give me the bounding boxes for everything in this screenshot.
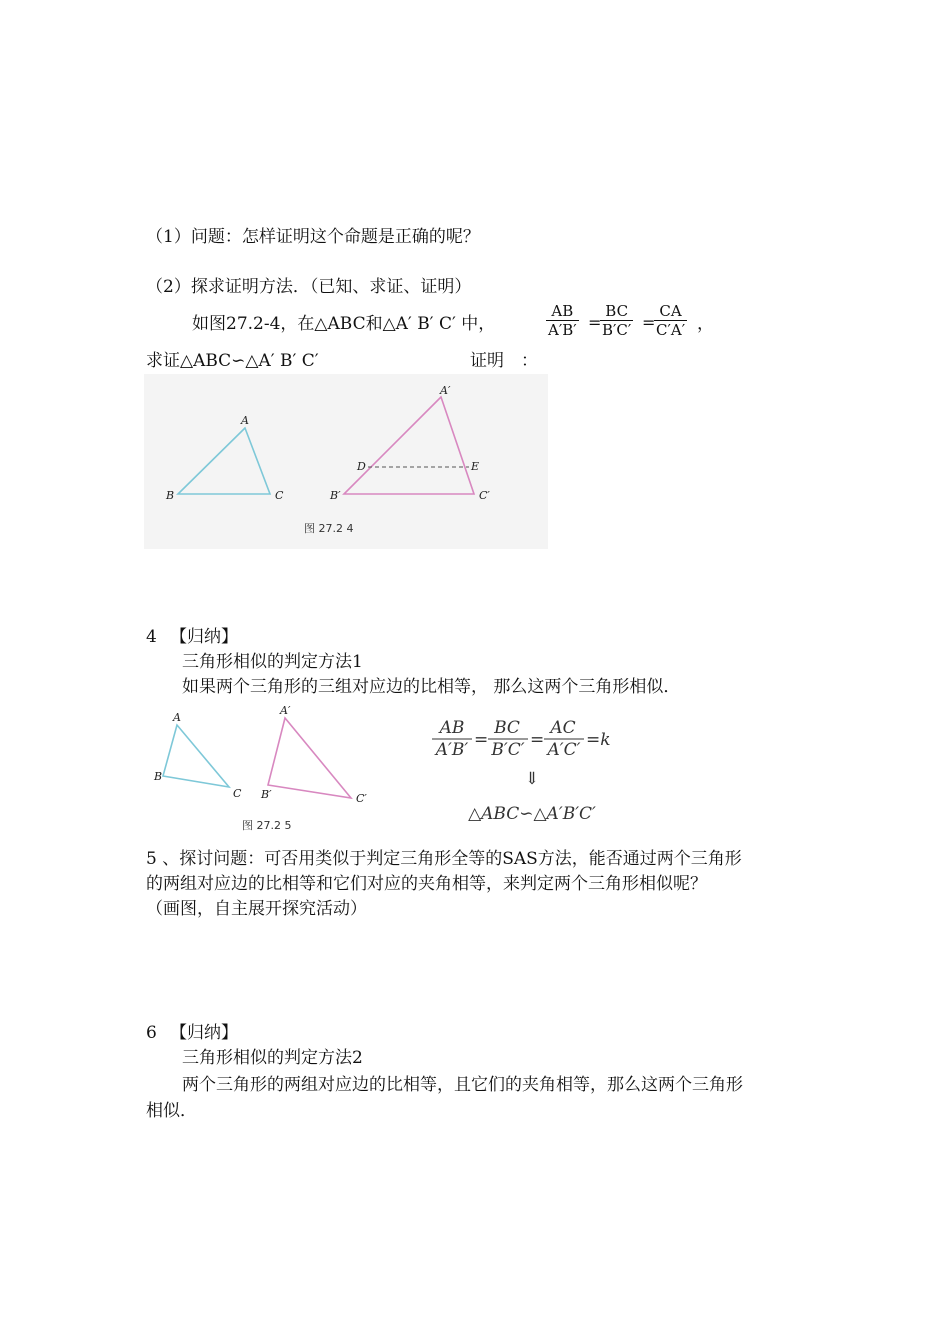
section-4-text: 如果两个三角形的三组对应边的比相等， 那么这两个三角形相似． xyxy=(182,677,681,697)
equals-sign: = xyxy=(530,730,545,750)
formula-denominator-2: B′C′ xyxy=(491,740,525,760)
formula-numerator-3: AC xyxy=(550,718,576,738)
prove-statement: 求证△ABC∽△A′ B′ C′ xyxy=(146,351,319,371)
section-6-number: 6 xyxy=(146,1023,157,1043)
fraction-denominator: B′C′ xyxy=(602,321,632,339)
equals-sign: = xyxy=(588,313,602,332)
fraction-numerator: BC xyxy=(605,302,629,320)
formula-numerator-2: BC xyxy=(494,718,520,738)
section-4-subtitle: 三角形相似的判定方法1 xyxy=(182,652,363,672)
vertex-label-a-prime: A′ xyxy=(280,704,291,717)
formula-denominator-1: A′B′ xyxy=(435,740,469,760)
section-6-line-1: 两个三角形的两组对应边的比相等，且它们的夹角相等，那么这两个三角形 xyxy=(182,1075,743,1095)
question-1: （1）问题：怎样证明这个命题是正确的呢？ xyxy=(146,227,480,247)
vertex-label-b: B xyxy=(154,770,163,783)
fraction-ab xyxy=(546,302,579,339)
fraction-bc xyxy=(600,302,633,339)
triangle-a2b2c2 xyxy=(268,718,351,798)
formula-k: =k xyxy=(586,730,611,750)
vertex-label-b-prime: B′ xyxy=(330,489,341,502)
formula-denominator-3: A′C′ xyxy=(547,740,581,760)
vertex-label-a: A xyxy=(173,711,181,724)
comma: ， xyxy=(697,314,714,334)
fraction-denominator: C′A′ xyxy=(656,321,686,339)
equals-sign: = xyxy=(642,313,656,332)
equals-sign: = xyxy=(474,730,489,750)
point-label-e: E xyxy=(471,460,480,473)
section-5-line-2: 的两组对应边的比相等和它们对应的夹角相等，来判定两个三角形相似呢？ xyxy=(146,874,707,894)
vertex-label-c-prime: C′ xyxy=(356,792,367,805)
section-4-title: 【归纳】 xyxy=(170,627,238,647)
formula-numerator-1: AB xyxy=(439,718,465,738)
vertex-label-c: C xyxy=(275,489,284,502)
section-6-title: 【归纳】 xyxy=(170,1023,238,1043)
section-5-line-1: 5 、探讨问题：可否用类似于判定三角形全等的SAS方法，能否通过两个三角形 xyxy=(146,849,742,869)
vertex-label-b: B xyxy=(166,489,175,502)
proof-label: 证明 ： xyxy=(470,351,538,371)
figure-27-2-4 xyxy=(144,374,548,549)
vertex-label-a-prime: A′ xyxy=(440,384,451,397)
point-label-d: D xyxy=(357,460,366,473)
vertex-label-c-prime: C′ xyxy=(479,489,490,502)
section-6-subtitle: 三角形相似的判定方法2 xyxy=(182,1048,363,1068)
figure-caption: 图 27.2 5 xyxy=(242,819,292,832)
figure-27-2-5 xyxy=(144,700,654,840)
fraction-ca xyxy=(654,302,687,339)
vertex-label-c: C xyxy=(233,787,242,800)
fraction-numerator: CA xyxy=(659,302,682,320)
vertex-label-b-prime: B′ xyxy=(261,788,272,801)
figure-caption: 图 27.2 4 xyxy=(304,522,354,535)
given-statement: 如图27.2-4，在△ABC和△A′ B′ C′ 中， xyxy=(192,314,496,334)
triangle-abc xyxy=(163,725,229,787)
section-4-number: 4 xyxy=(146,627,157,647)
fraction-numerator: AB xyxy=(551,302,574,320)
section-6-line-2: 相似． xyxy=(146,1101,197,1121)
vertex-label-a: A xyxy=(241,414,249,427)
question-2: （2）探求证明方法．（已知、求证、证明） xyxy=(146,277,472,297)
fraction-denominator: A′B′ xyxy=(548,321,577,339)
formula-result: △ABC∽△A′B′C′ xyxy=(468,804,596,824)
section-5-line-3: （画图，自主展开探究活动） xyxy=(146,899,367,919)
implies-arrow-icon: ⇓ xyxy=(524,769,540,789)
